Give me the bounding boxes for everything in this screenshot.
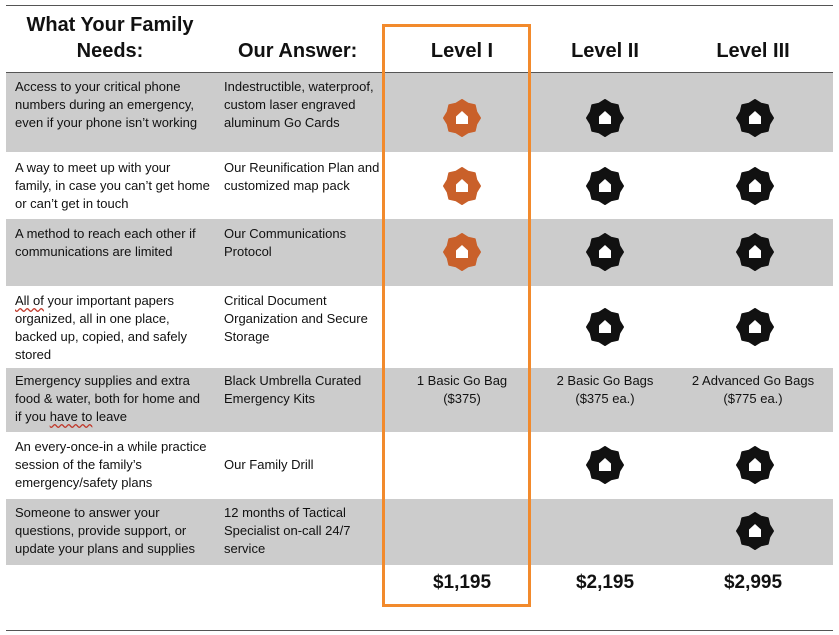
octagon-house-icon (736, 167, 774, 205)
kit-name: 2 Basic Go Bags (556, 373, 654, 388)
need-text (15, 372, 210, 426)
answer-text: Our Family Drill (224, 457, 314, 472)
octagon-house-icon (586, 446, 624, 484)
kit-name: 1 Basic Go Bag (416, 373, 508, 388)
need-text: A method to reach each other if communications are limited (15, 226, 196, 259)
need-text: Access to your critical phone numbers during an emergency, even if your phone isn’t working (15, 79, 198, 130)
header-needs-line1: What Your Family (26, 14, 194, 36)
answer-text: 12 months of Tactical Specialist on-call 24/7 service (224, 505, 351, 556)
octagon-house-icon (586, 308, 624, 346)
kit-price: ($775 ea.) (723, 391, 783, 406)
octagon-house-icon (736, 446, 774, 484)
octagon-house-icon (586, 167, 624, 205)
answer-text: Our Reunification Plan and customized map pack (224, 160, 380, 193)
kit-name: 2 Advanced Go Bags (691, 373, 815, 388)
need-text-part: have to (49, 409, 93, 424)
need-text: A way to meet up with your family, in case you can’t get home or can’t get in touch (15, 160, 210, 211)
octagon-house-icon (736, 233, 774, 271)
price-level-2: $2,195 (575, 572, 635, 593)
answer-text: Critical Document Organization and Secure Storage (224, 293, 368, 344)
price-level-3: $2,995 (723, 572, 783, 593)
header-answer: Our Answer: (238, 40, 358, 62)
octagon-house-icon (443, 167, 481, 205)
kit-price: ($375 ea.) (575, 391, 635, 406)
need-text (15, 292, 210, 364)
bottom-rule (6, 630, 833, 631)
level-1-kit (392, 372, 532, 408)
level-3-kit (683, 372, 823, 408)
need-text-part: All of (15, 293, 44, 308)
octagon-house-icon (586, 99, 624, 137)
answer-text: Indestructible, waterproof, custom laser engraved aluminum Go Cards (224, 79, 374, 130)
header-level-1: Level I (430, 40, 494, 62)
octagon-house-icon (736, 308, 774, 346)
need-text-part: your important papers organized, all in one place, backed up, copied, and safely stored (15, 293, 188, 362)
level-2-kit (535, 372, 675, 408)
need-text-part: Emergency supplies and extra food & water, both for home and if you (15, 373, 201, 424)
price-level-1: $1,195 (432, 572, 492, 593)
top-rule (6, 5, 833, 6)
header-needs (20, 12, 200, 64)
need-text: An every-once-in a while practice session of the family’s emergency/safety plans (15, 439, 207, 490)
need-text: Someone to answer your questions, provide support, or update your plans and supplies (15, 505, 195, 556)
octagon-house-icon (443, 99, 481, 137)
header-level-3: Level III (716, 40, 790, 62)
answer-text: Our Communications Protocol (224, 226, 347, 259)
octagon-house-icon (443, 233, 481, 271)
answer-text: Black Umbrella Curated Emergency Kits (224, 373, 362, 406)
octagon-house-icon (736, 512, 774, 550)
kit-price: ($375) (443, 391, 481, 406)
octagon-house-icon (586, 233, 624, 271)
header-needs-line2: Needs: (76, 40, 144, 62)
octagon-house-icon (736, 99, 774, 137)
header-level-2: Level II (571, 40, 639, 62)
need-text-part: leave (92, 409, 128, 424)
